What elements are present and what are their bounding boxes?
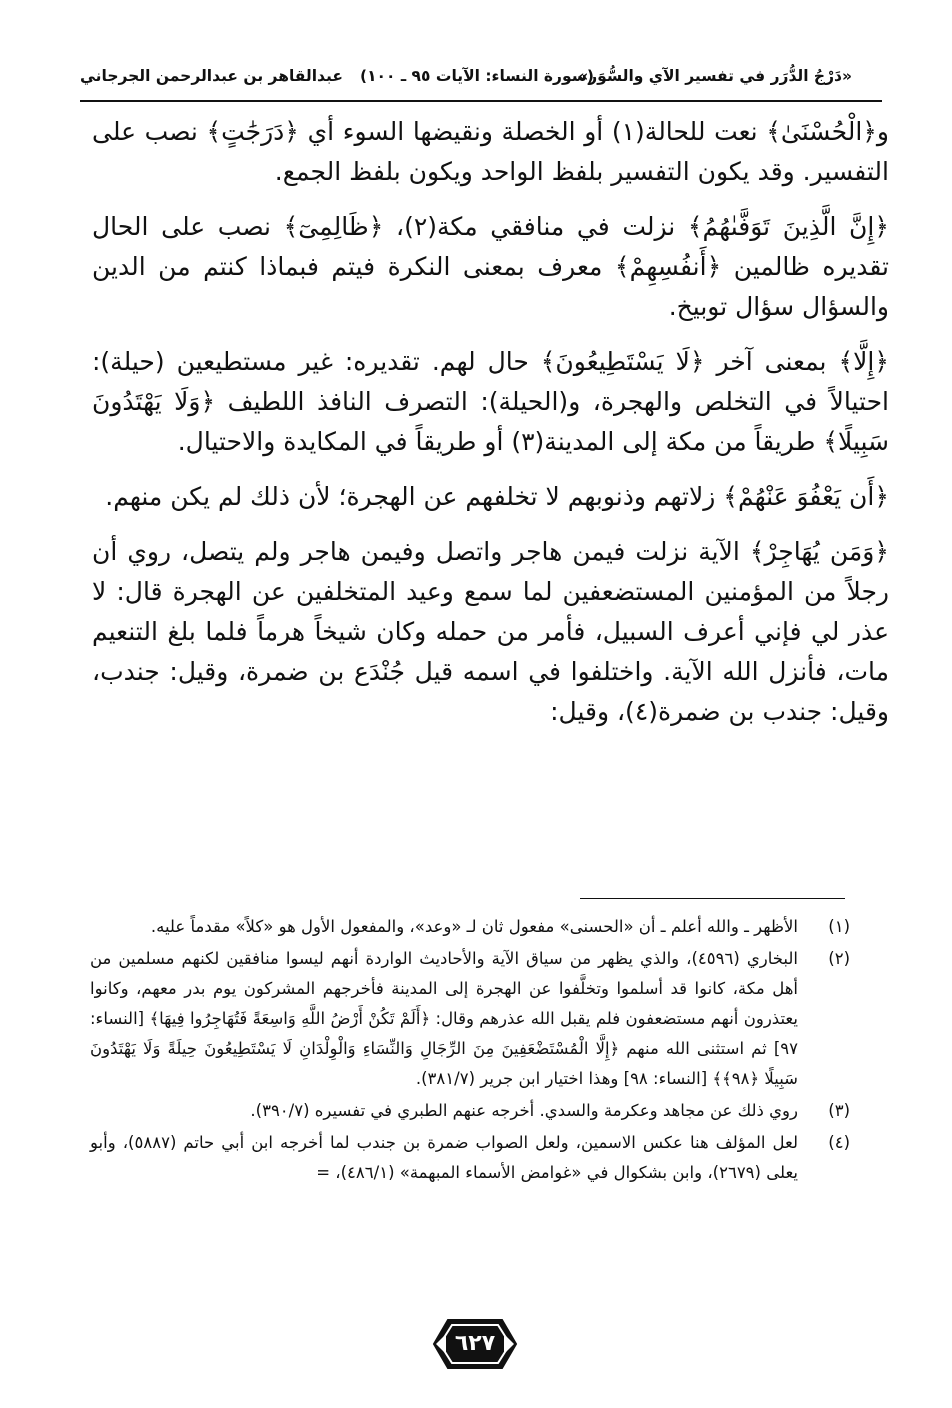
footnote-number: (١) bbox=[828, 917, 850, 936]
footnote-3 bbox=[90, 1096, 850, 1126]
paragraph-5: ﴿وَمَن يُهَاجِرْ﴾ الآية نزلت فيمن هاجر واتصل وفيمن هاجر ولم يتصل، روي أن رجلاً من المؤمنين المستضعفين لما سمع وعيد المتخلفين عن الهجرة قال: لا عذر لي فإني أعرف السبيل، فأمر من حمله وكان شيخاً هرماً فلما بلغ التنعيم مات، فأنزل الله الآية. واختلفوا في اسمه قيل جُنْدَع بن ضمرة، وقيل: جندب، وقيل: جندب بن ضمرة(٤)، وقيل: bbox=[92, 537, 889, 726]
footnote-number: (٣) bbox=[828, 1101, 850, 1120]
footnote-text: البخاري (٤٥٩٦)، والذي يظهر من سياق الآية والأحاديث الواردة أنهم ليسوا منافقين لكنهم مسلمين من أهل مكة، كانوا قد أسلموا وتخلَّفوا عن الهجرة إلى المدينة فأخرجهم المشركون يوم بدر معهم، وكانوا يعتذرون أنهم مستضعفون فلم يقبل الله عذرهم وقال: ﴿أَلَمْ تَكُنْ أَرْضُ اللَّهِ وَاسِعَةً فَتُهَاجِرُوا فِيهَا﴾ [النساء: ٩٧] ثم استثنى الله منهم ﴿إِلَّا الْمُسْتَضْعَفِينَ مِنَ الرِّجَالِ وَالنِّسَاءِ وَالْوِلْدَانِ لَا يَسْتَطِيعُونَ حِيلَةً وَلَا يَهْتَدُونَ سَبِيلًا ﴿٩٨﴾﴾ [النساء: ٩٨] وهذا اختيار ابن جرير (٣٨١/٧). bbox=[90, 949, 798, 1088]
footnote-number: (٢) bbox=[828, 949, 850, 968]
footnotes bbox=[90, 912, 850, 1190]
paragraph-1: و﴿الْحُسْنَىٰ﴾ نعت للحالة(١) أو الخصلة ونقيضها السوء أي ﴿دَرَجَٰتٍ﴾ نصب على التفسير. وقد يكون التفسير بلفظ الواحد ويكون بلفظ الجمع. bbox=[92, 117, 890, 186]
header-divider bbox=[80, 100, 882, 102]
book-title-header: «دَرْجُ الدُّرَر في تفسير الآي والسُّوَر» bbox=[578, 67, 852, 85]
footnote-text: روي ذلك عن مجاهد وعكرمة والسدي. أخرجه عنهم الطبري في تفسيره (٣٩٠/٧). bbox=[250, 1101, 798, 1120]
footnote-text: لعل المؤلف هنا عكس الاسمين، ولعل الصواب ضمرة بن جندب لما أخرجه ابن أبي حاتم (٥٨٨٧)، وأبو يعلى (٢٦٧٩)، وابن بشكوال في «غوامض الأسماء المبهمة» (٤٨٦/١)، = bbox=[90, 1133, 798, 1182]
footnote-1 bbox=[90, 912, 850, 942]
footnote-2 bbox=[90, 944, 850, 1094]
paragraph-3: ﴿إِلَّا﴾ بمعنى آخر ﴿لَا يَسْتَطِيعُونَ﴾ حال لهم. تقديره: غير مستطيعين (حيلة): احتيالاً في التخلص والهجرة، و(الحيلة): التصرف النافذ اللطيف ﴿وَلَا يَهْتَدُونَ سَبِيلًا﴾ طريقاً من مكة إلى المدينة(٣) أو طريقاً في المكايدة والاحتيال. bbox=[92, 347, 889, 456]
footnote-text: الأظهر ـ والله أعلم ـ أن «الحسنى» مفعول ثان لـ «وعد»، والمفعول الأول هو «كلاً» مقدماً عليه. bbox=[150, 917, 798, 936]
page-number-ornament bbox=[430, 1316, 520, 1372]
paragraph-2: ﴿إِنَّ الَّذِينَ تَوَفَّىٰهُمُ﴾ نزلت في منافقي مكة(٢)، ﴿ظَالِمِىٓ﴾ نصب على الحال تقديره ظالمين ﴿أَنفُسِهِمْ﴾ معرف بمعنى النكرة فيتم فبماذا كنتم من الدين والسؤال سؤال توبيخ. bbox=[92, 212, 889, 321]
paragraph-4: ﴿أَن يَعْفُوَ عَنْهُمْ﴾ زلاتهم وذنوبهم لا تخلفهم عن الهجرة؛ لأن ذلك لم يكن منهم. bbox=[105, 482, 889, 511]
surah-info-header: (سورة النساء: الآيات ٩٥ ـ ١٠٠) bbox=[359, 67, 595, 85]
footnote-divider bbox=[580, 898, 845, 899]
main-text bbox=[92, 112, 889, 747]
footnote-number: (٤) bbox=[828, 1133, 850, 1152]
author-header: عبدالقاهر بن عبدالرحمن الجرجاني bbox=[80, 67, 343, 85]
footnote-4 bbox=[90, 1128, 850, 1188]
page-number: ٦٢٧ bbox=[454, 1331, 496, 1356]
